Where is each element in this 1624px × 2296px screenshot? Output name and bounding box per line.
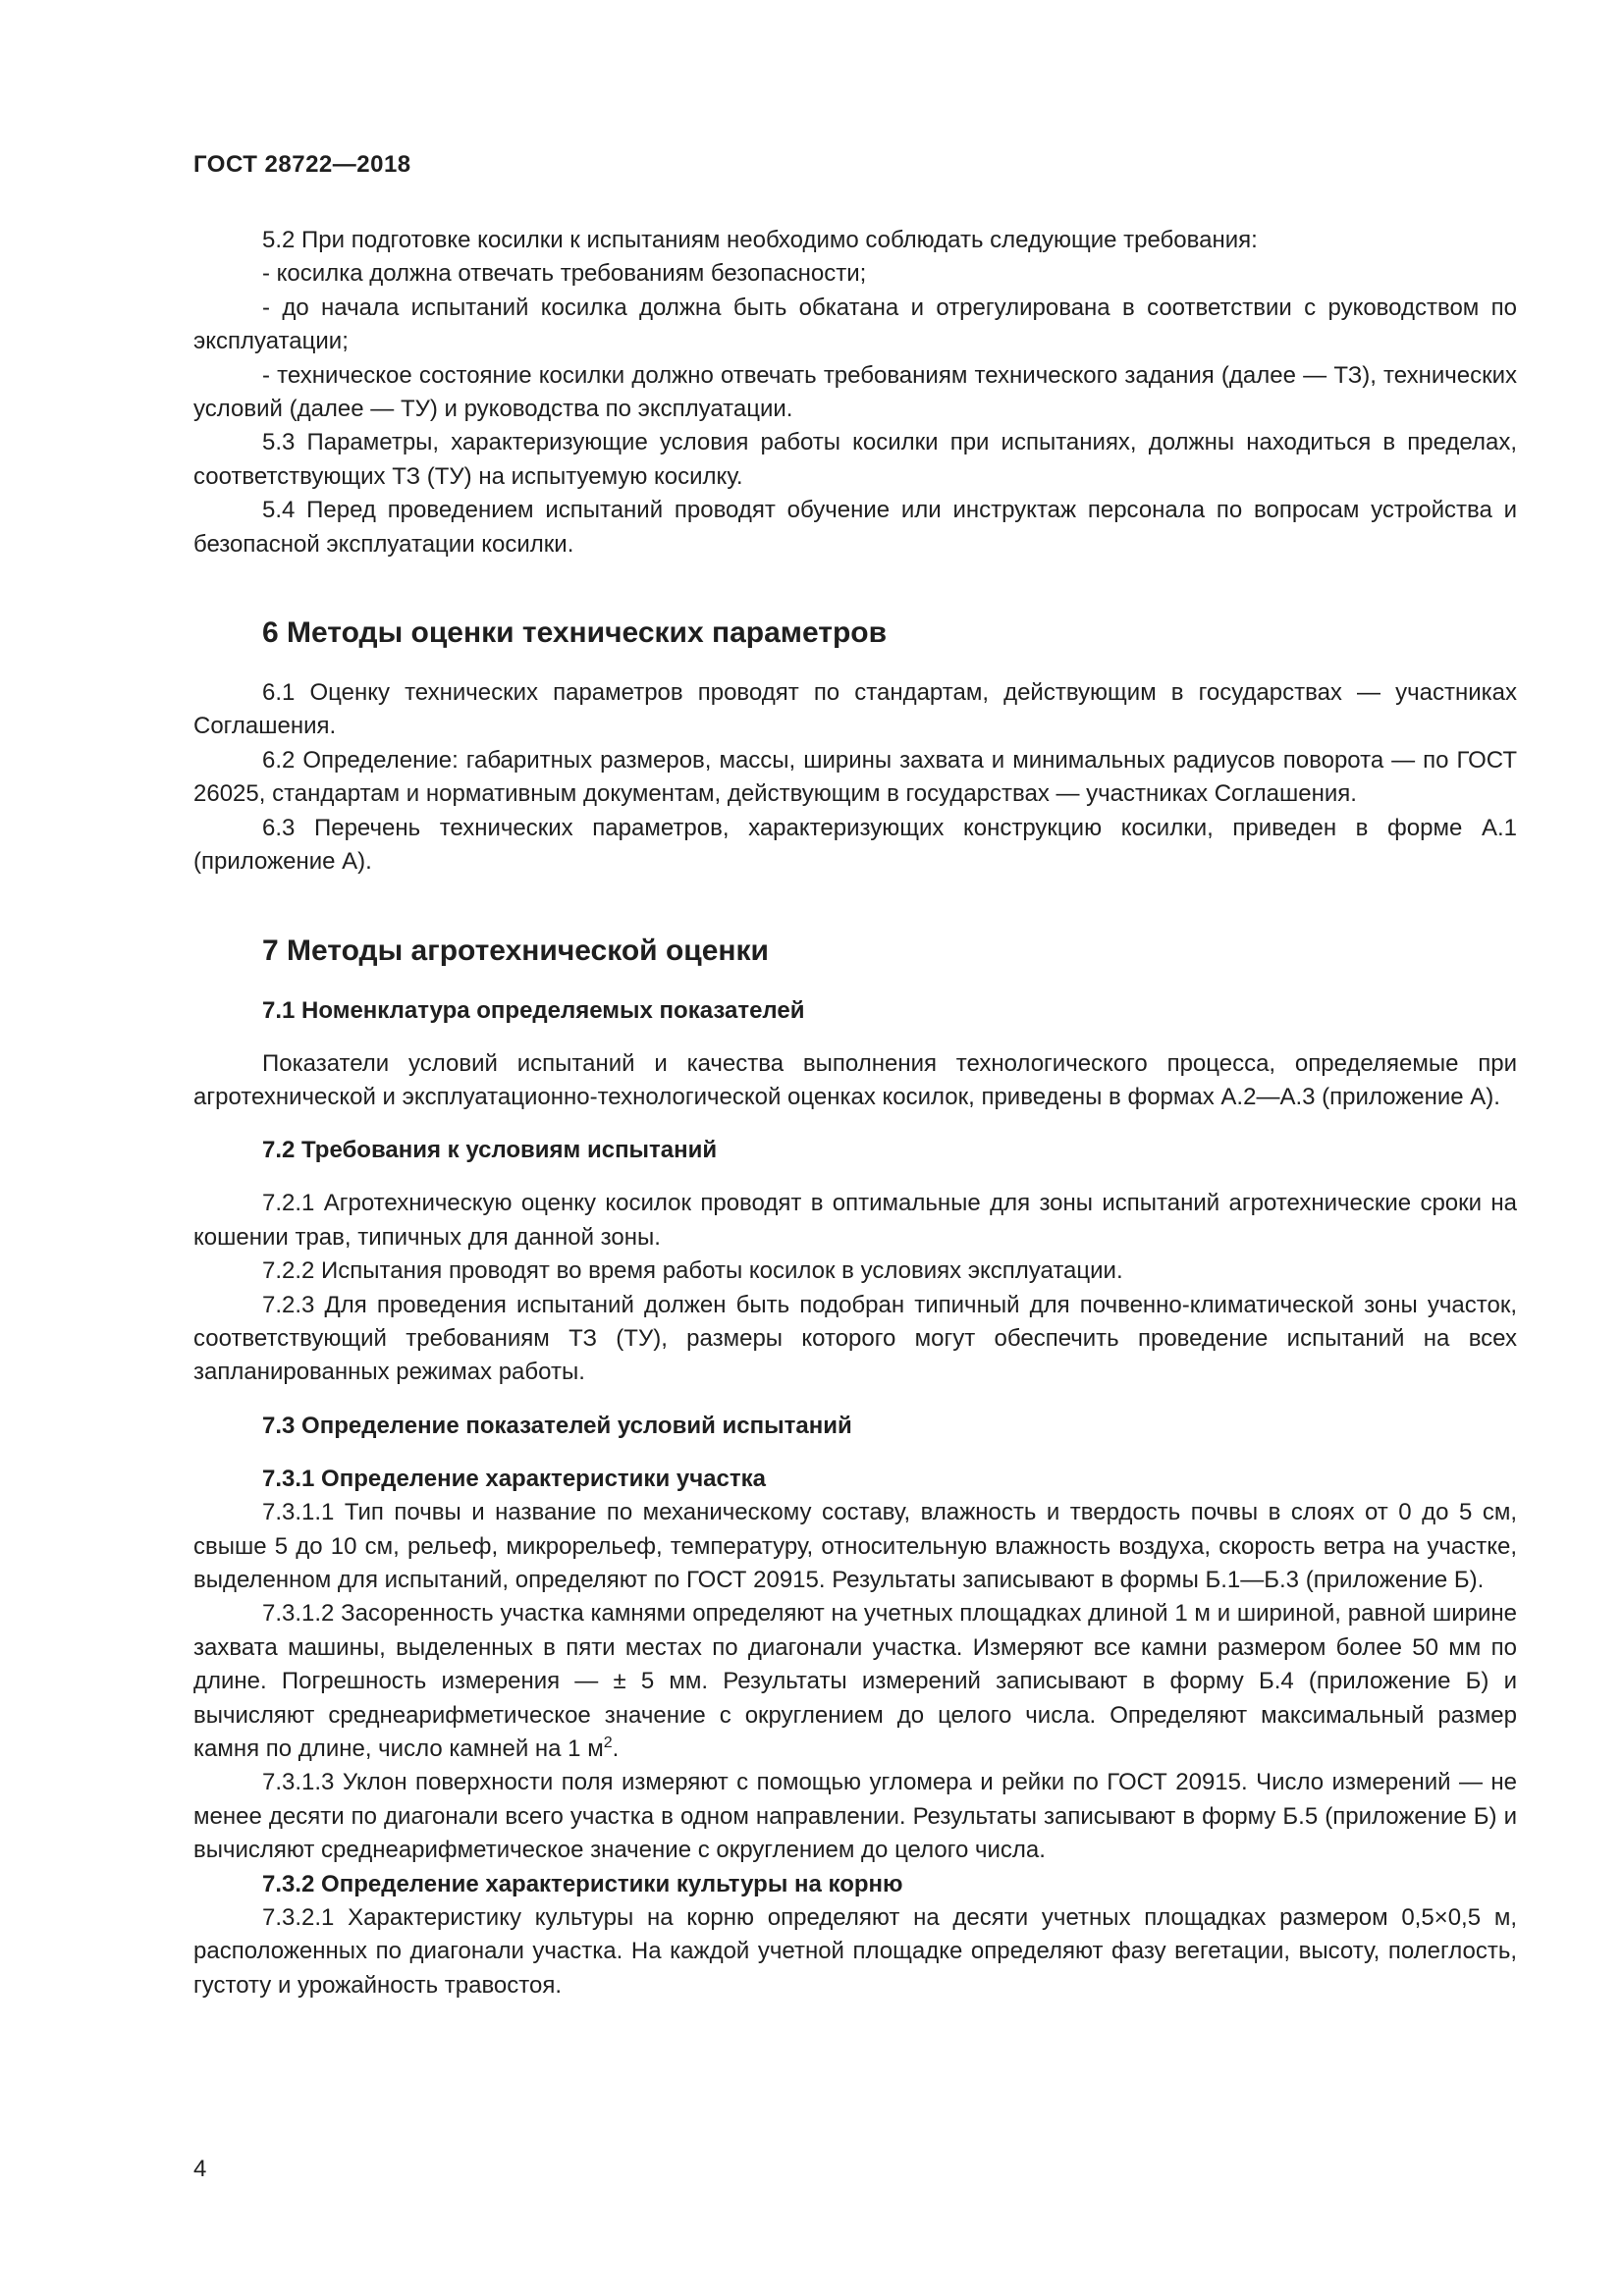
section-6-heading: 6 Методы оценки технических параметров [262, 616, 888, 650]
subsection-7-3-heading: 7.3 Определение показателей условий испытаний [262, 1412, 852, 1439]
paragraph-7-3-1-2 [193, 1597, 1517, 1766]
paragraph-7-3-1-3: 7.3.1.3 Уклон поверхности поля измеряют с помощью угломера и рейки по ГОСТ 20915. Число измерений — не менее десяти по диагонали всего участка в одном направлении. Результаты записывают в форму Б.5 (приложение Б) и вычисляют среднеарифметическое значение с округлением до целого числа. [193, 1769, 1517, 1864]
paragraph-7-3-1-1: 7.3.1.1 Тип почвы и название по механическому составу, влажность и твердость почвы в слоях от 0 до 5 см, свыше 5 до 10 см, рельеф, микрорельеф, температуру, относительную влажность воздуха, скорость ветра на участке, выделенном для испытаний, определяют по ГОСТ 20915. Результаты записывают в формы Б.1—Б.3 (приложение Б). [193, 1499, 1517, 1593]
paragraph-7-3-1-2-end: . [612, 1735, 620, 1762]
document-body [193, 224, 1517, 2002]
paragraph-6-3: 6.3 Перечень технических параметров, характеризующих конструкцию косилки, приведен в форме А.1 (приложение А). [193, 814, 1517, 876]
paragraph-7-3-1-2-text: 7.3.1.2 Засоренность участка камнями определяют на учетных площадках длиной 1 м и шириной, равной ширине захвата машины, выделенных в пяти местах по диагонали участка. Измеряют все камни размером более 50 мм по длине. Погрешность измерения — ± 5 мм. Результаты измерений записывают в форму Б.4 (приложение Б) и вычисляют среднеарифметическое значение с округлением до целого числа. Определяют максимальный размер камня по длине, число камней на 1 м [193, 1600, 1517, 1762]
section-7-heading: 7 Методы агротехнической оценки [262, 934, 769, 967]
paragraph-5-4: 5.4 Перед проведением испытаний проводят обучение или инструктаж персонала по вопросам устройства и безопасной эксплуатации косилки. [193, 497, 1517, 558]
subsection-7-3-2-heading: 7.3.2 Определение характеристики культуры на корню [262, 1870, 903, 1897]
paragraph-7-3-2-1: 7.3.2.1 Характеристику культуры на корню определяют на десяти учетных площадках размером 0,5×0,5 м, расположенных по диагонали участка. На каждой учетной площадке определяют фазу вегетации, высоту, полеглость, густоту и урожайность травостоя. [193, 1904, 1517, 1999]
paragraph-6-1: 6.1 Оценку технических параметров проводят по стандартам, действующим в государствах — участниках Соглашения. [193, 679, 1517, 740]
paragraph-6-2: 6.2 Определение: габаритных размеров, массы, ширины захвата и минимальных радиусов поворота — по ГОСТ 26025, стандартам и нормативным документам, действующим в государствах — участниках Соглашения. [193, 746, 1517, 808]
list-item-safety: - косилка должна отвечать требованиям безопасности; [262, 260, 867, 288]
running-header: ГОСТ 28722—2018 [193, 151, 411, 178]
subsection-7-1-heading: 7.1 Номенклатура определяемых показателей [262, 996, 805, 1024]
subsection-7-3-1-heading: 7.3.1 Определение характеристики участка [262, 1465, 766, 1492]
superscript-square: 2 [603, 1735, 613, 1751]
paragraph-7-2-1: 7.2.1 Агротехническую оценку косилок проводят в оптимальные для зоны испытаний агротехнические сроки на кошении трав, типичных для данной зоны. [193, 1190, 1517, 1251]
paragraph-7-1: Показатели условий испытаний и качества выполнения технологического процесса, определяемые при агротехнической и эксплуатационно-технологической оценках косилок, приведены в формах А.2—А.3 (приложение А). [193, 1049, 1517, 1110]
paragraph-5-3: 5.3 Параметры, характеризующие условия работы косилки при испытаниях, должны находиться в пределах, соответствующих ТЗ (ТУ) на испытуемую косилку. [193, 429, 1517, 490]
paragraph-7-2-2: 7.2.2 Испытания проводят во время работы косилок в условиях эксплуатации. [262, 1257, 1123, 1285]
paragraph-7-2-3: 7.2.3 Для проведения испытаний должен быть подобран типичный для почвенно-климатической зоны участок, соответствующий требованиям ТЗ (ТУ), размеры которого могут обеспечить проведение испытаний на всех запланированных режимах работы. [193, 1291, 1517, 1386]
list-item-break-in: - до начала испытаний косилка должна быть обкатана и отрегулирована в соответствии с руководством по эксплуатации; [193, 294, 1517, 355]
page-number: 4 [193, 2156, 207, 2182]
paragraph-5-2: 5.2 При подготовке косилки к испытаниям необходимо соблюдать следующие требования: [262, 227, 1258, 253]
list-item-technical-condition: - техническое состояние косилки должно отвечать требованиям технического задания (далее — ТЗ), технических условий (далее — ТУ) и руководства по эксплуатации. [193, 361, 1517, 423]
subsection-7-2-heading: 7.2 Требования к условиям испытаний [262, 1137, 718, 1164]
